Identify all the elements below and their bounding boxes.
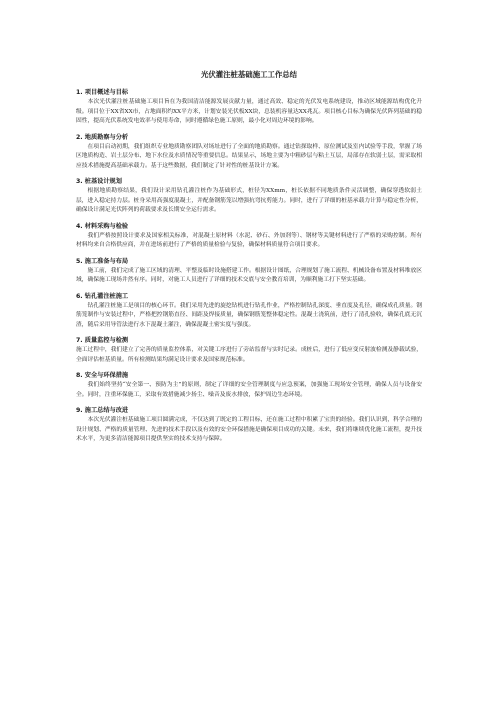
section-summary-improvement — [76, 407, 422, 445]
section-body: 施工过程中，我们建立了完善的质量监控体系，对关键工序进行了旁站监督与实时记录。成桩后，进行了低应变反射波检测及静载试验，全面评估桩基质量。所有检测结果均满足设计要求及国家规范标准。 — [76, 347, 422, 363]
section-heading: 4. 材料采购与检验 — [76, 222, 129, 230]
section-body: 我们严格按照设计要求及国家相关标准，对混凝土原材料（水泥、砂石、外加剂等）、钢材等关键材料进行了严格的采购控制。所有材料均来自合格供应商，并在进场前进行了严格的质量检验与复验，确保材料质量符合项目要求。 — [76, 232, 422, 248]
section-heading: 5. 施工准备与布局 — [76, 257, 129, 265]
section-heading: 2. 地质勘察与分析 — [76, 133, 129, 141]
section-body: 我们始终坚持“安全第一、预防为主”的原则，制定了详细的安全管理制度与应急预案，加强施工现场安全管理，确保人员与设备安全。同时，注重环保施工，采取有效措施减少扬尘、噪音及废水排放，保护周边生态环境。 — [76, 382, 422, 398]
section-body: 本次光伏灌注桩基础施工项目圆满完成，不仅达到了既定的工程目标，还在施工过程中积累了宝贵的经验。我们认识到，科学合理的设计规划、严格的质量管理、先进的技术手段以及有效的安全环保措施是确保项目成功的关键。未来，我们将继续优化施工流程，提升技术水平，为更多清洁能源项目提供坚实的技术支持与保障。 — [76, 417, 422, 442]
document-page — [76, 70, 422, 452]
section-body: 钻孔灌注桩施工是项目的核心环节。我们采用先进的旋挖钻机进行钻孔作业，严格控制钻孔深度、垂直度及孔径，确保成孔质量。钢筋笼制作与安装过程中，严格把控钢筋直径、间距及焊接质量，确保钢筋笼整体稳定性。混凝土浇筑前，进行了清孔验收，确保孔底无沉渣，随后采用导管法进行水下混凝土灌注，确保混凝土密实度与强度。 — [76, 302, 422, 328]
section-body: 根据地质勘察结果，我们设计采用钻孔灌注桩作为基础形式，桩径为XXmm，桩长依据不同地质条件灵活调整，确保穿透软弱土层，进入稳定持力层。桩身采用高强度混凝土，并配备钢筋笼以增强抗弯抗剪能力。同时，进行了详细的桩基承载力计算与稳定性分析，确保设计满足光伏阵列的荷载要求及长期安全运行需求。 — [76, 188, 422, 213]
section-construction-prep — [76, 258, 422, 286]
document-title: 光伏灌注桩基础施工工作总结 — [200, 70, 298, 79]
section-bored-pile-construction — [76, 293, 422, 331]
section-body: 在项目启动初期，我们组织专业地质勘察团队对场址进行了全面的地质勘察。通过钻探取样、原位测试及室内试验等手段，掌握了场区地质构造、岩土层分布、地下水位及水质情况等重要信息。结果显示，场地主要为中粗砂层与粘土互层，局部存在软弱土层，需采取相应技术措施提高基础承载力。基于这些数据，我们制定了针对性的桩基设计方案。 — [76, 143, 422, 169]
section-heading: 9. 施工总结与改进 — [76, 407, 129, 414]
section-geological-survey — [76, 134, 422, 172]
section-heading: 7. 质量监控与检测 — [76, 337, 129, 344]
section-heading: 8. 安全与环保措施 — [76, 372, 129, 379]
section-pile-design — [76, 178, 422, 216]
section-safety-environment — [76, 372, 422, 400]
section-material-procurement — [76, 223, 422, 251]
section-heading: 3. 桩基设计规划 — [76, 178, 122, 185]
section-quality-control — [76, 337, 422, 365]
section-heading: 1. 项目概述与目标 — [76, 89, 129, 96]
section-body: 本次光伏灌注桩基础施工项目旨在为我国清洁能源发展贡献力量，通过高效、稳定的光伏发电系统建设，推动区域能源结构优化升级。项目位于XX省XX市，占地面积约XX平方米，计划安装光伏板XX块，总装机容量达XX兆瓦。项目核心目标为确保光伏阵列基础的稳固性，提高光伏系统发电效率与使用寿命，同时遵循绿色施工原则，最小化对周边环境的影响。 — [76, 99, 422, 124]
section-heading: 6. 钻孔灌注桩施工 — [76, 292, 129, 300]
section-body: 施工前，我们完成了施工区域的清理、平整及临时设施搭建工作。根据设计图纸，合理规划了施工流程、机械设备布置及材料堆放区域，确保施工现场井然有序。同时，对施工人员进行了详细的技术交底与安全教育培训，为顺利施工打下坚实基础。 — [76, 267, 422, 283]
section-project-overview — [76, 89, 422, 127]
